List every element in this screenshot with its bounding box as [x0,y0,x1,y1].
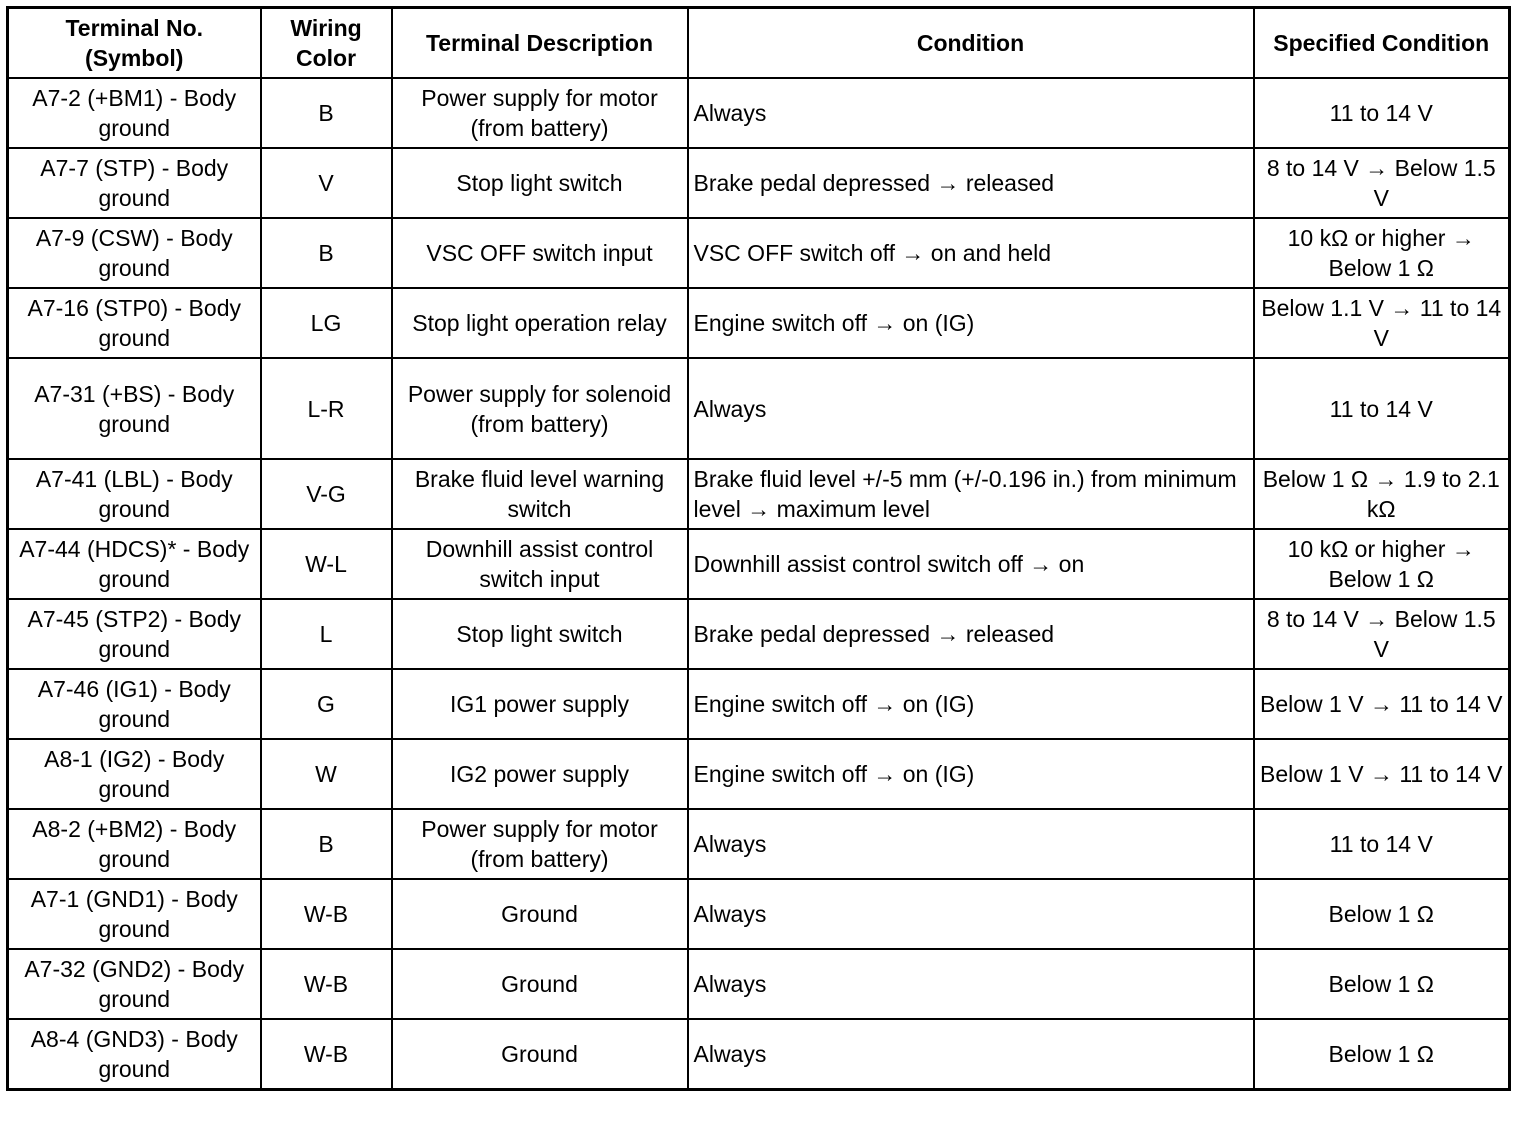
cell-terminal-description: Ground [392,879,688,949]
cell-specified-condition: Below 1 Ω [1254,1019,1510,1090]
cell-wiring-color: L [261,599,392,669]
cell-condition: Always [688,1019,1254,1090]
cell-terminal-description: Power supply for solenoid (from battery) [392,358,688,459]
cell-specified-condition: 8 to 14 V → Below 1.5 V [1254,148,1510,218]
cell-specified-condition: 8 to 14 V → Below 1.5 V [1254,599,1510,669]
cell-condition: Engine switch off → on (IG) [688,669,1254,739]
table-row [8,288,1510,358]
cell-condition: VSC OFF switch off → on and held [688,218,1254,288]
cell-specified-condition: Below 1 Ω → 1.9 to 2.1 kΩ [1254,459,1510,529]
cell-wiring-color: W [261,739,392,809]
table-row [8,218,1510,288]
cell-terminal-description: Ground [392,949,688,1019]
terminal-table [6,6,1511,1091]
cell-condition: Always [688,949,1254,1019]
cell-condition: Brake pedal depressed → released [688,148,1254,218]
cell-wiring-color: W-L [261,529,392,599]
table-row [8,529,1510,599]
cell-terminal-description: IG2 power supply [392,739,688,809]
cell-terminal: A7-1 (GND1) - Body ground [8,879,261,949]
cell-specified-condition: Below 1 V → 11 to 14 V [1254,739,1510,809]
cell-specified-condition: 11 to 14 V [1254,809,1510,879]
cell-terminal: A7-31 (+BS) - Body ground [8,358,261,459]
cell-terminal: A7-7 (STP) - Body ground [8,148,261,218]
cell-wiring-color: B [261,809,392,879]
table-row [8,599,1510,669]
cell-condition: Engine switch off → on (IG) [688,288,1254,358]
table-row [8,879,1510,949]
cell-wiring-color: V-G [261,459,392,529]
cell-terminal-description: IG1 power supply [392,669,688,739]
table-row [8,739,1510,809]
cell-wiring-color: B [261,78,392,148]
cell-wiring-color: G [261,669,392,739]
cell-terminal-description: Downhill assist control switch input [392,529,688,599]
cell-terminal: A8-4 (GND3) - Body ground [8,1019,261,1090]
table-row [8,78,1510,148]
cell-terminal-description: Ground [392,1019,688,1090]
cell-terminal-description: Power supply for motor (from battery) [392,809,688,879]
cell-specified-condition: Below 1 Ω [1254,879,1510,949]
cell-terminal-description: Stop light operation relay [392,288,688,358]
header-condition: Condition [688,8,1254,79]
cell-condition: Brake fluid level +/-5 mm (+/-0.196 in.) from minimum level → maximum level [688,459,1254,529]
cell-specified-condition: Below 1.1 V → 11 to 14 V [1254,288,1510,358]
header-row [8,8,1510,79]
table-row [8,358,1510,459]
cell-wiring-color: W-B [261,879,392,949]
cell-terminal-description: Power supply for motor (from battery) [392,78,688,148]
cell-terminal: A7-2 (+BM1) - Body ground [8,78,261,148]
table-row [8,669,1510,739]
cell-terminal: A7-41 (LBL) - Body ground [8,459,261,529]
cell-wiring-color: B [261,218,392,288]
cell-wiring-color: V [261,148,392,218]
cell-wiring-color: L-R [261,358,392,459]
header-specified-condition: Specified Condition [1254,8,1510,79]
cell-wiring-color: LG [261,288,392,358]
cell-terminal: A7-16 (STP0) - Body ground [8,288,261,358]
cell-wiring-color: W-B [261,949,392,1019]
cell-terminal: A8-2 (+BM2) - Body ground [8,809,261,879]
cell-condition: Engine switch off → on (IG) [688,739,1254,809]
cell-specified-condition: 11 to 14 V [1254,78,1510,148]
cell-wiring-color: W-B [261,1019,392,1090]
cell-terminal: A8-1 (IG2) - Body ground [8,739,261,809]
cell-terminal: A7-32 (GND2) - Body ground [8,949,261,1019]
cell-terminal: A7-45 (STP2) - Body ground [8,599,261,669]
header-terminal: Terminal No. (Symbol) [8,8,261,79]
cell-specified-condition: Below 1 V → 11 to 14 V [1254,669,1510,739]
cell-terminal-description: Brake fluid level warning switch [392,459,688,529]
cell-terminal-description: Stop light switch [392,599,688,669]
cell-specified-condition: 11 to 14 V [1254,358,1510,459]
header-wiring-color: Wiring Color [261,8,392,79]
cell-terminal-description: VSC OFF switch input [392,218,688,288]
cell-condition: Always [688,879,1254,949]
table-row [8,809,1510,879]
cell-terminal: A7-46 (IG1) - Body ground [8,669,261,739]
cell-terminal: A7-44 (HDCS)* - Body ground [8,529,261,599]
table-row [8,148,1510,218]
cell-specified-condition: 10 kΩ or higher → Below 1 Ω [1254,529,1510,599]
cell-condition: Always [688,809,1254,879]
table-row [8,949,1510,1019]
cell-terminal: A7-9 (CSW) - Body ground [8,218,261,288]
table-row [8,459,1510,529]
cell-condition: Brake pedal depressed → released [688,599,1254,669]
cell-condition: Downhill assist control switch off → on [688,529,1254,599]
cell-condition: Always [688,78,1254,148]
cell-condition: Always [688,358,1254,459]
cell-terminal-description: Stop light switch [392,148,688,218]
table-row [8,1019,1510,1090]
cell-specified-condition: Below 1 Ω [1254,949,1510,1019]
header-terminal-description: Terminal Description [392,8,688,79]
cell-specified-condition: 10 kΩ or higher → Below 1 Ω [1254,218,1510,288]
